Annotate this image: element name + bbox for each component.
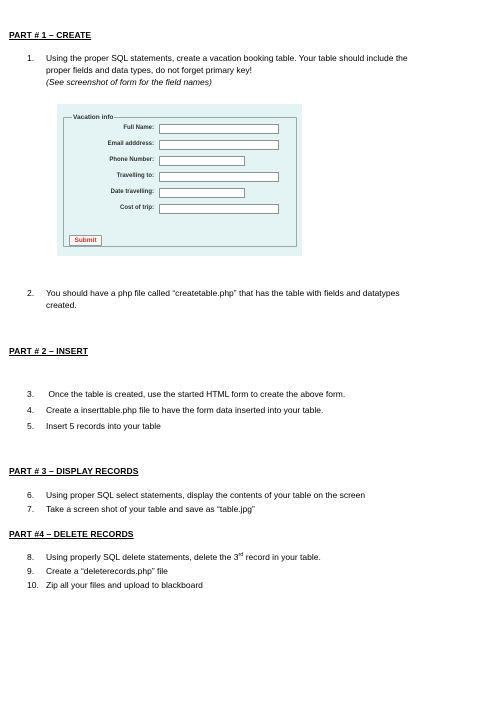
list-item xyxy=(27,504,497,516)
full-name-field[interactable] xyxy=(159,124,279,134)
vacation-info-fieldset xyxy=(63,114,297,247)
list-item xyxy=(27,389,497,401)
list-item xyxy=(27,580,497,592)
list-number: 4. xyxy=(27,405,35,415)
form-row-phone xyxy=(64,156,296,168)
list-text: Take a screen shot of your table and save as “table.jpg” xyxy=(46,504,255,514)
list-item xyxy=(27,421,497,433)
list-number: 1. xyxy=(27,53,35,63)
form-row-date xyxy=(64,188,296,200)
travelling-to-label: Travelling to: xyxy=(116,173,154,179)
list-item xyxy=(27,405,497,417)
list-number: 3. xyxy=(27,389,35,399)
list-text: Insert 5 records into your table xyxy=(46,421,161,431)
list-number: 9. xyxy=(27,566,35,576)
item1-line1: Using the proper SQL statements, create a vacation booking table. Your table should include the xyxy=(46,53,408,63)
phone-label: Phone Number: xyxy=(109,157,154,163)
part3-heading: PART # 3 – DISPLAY RECORDS xyxy=(9,466,139,476)
email-label: Email adddress: xyxy=(107,141,154,147)
part2-heading: PART # 2 – INSERT xyxy=(9,346,89,356)
date-travelling-label: Date travelling: xyxy=(110,189,154,195)
list-text: Create a inserttable.php file to have the form data inserted into your table. xyxy=(46,405,324,415)
form-screenshot xyxy=(57,104,302,256)
list-number: 2. xyxy=(27,288,35,298)
phone-field[interactable] xyxy=(159,156,245,166)
email-field[interactable] xyxy=(159,140,279,150)
full-name-label: Full Name: xyxy=(123,125,154,131)
form-row-cost xyxy=(64,204,296,216)
list-item xyxy=(27,552,497,564)
form-row-full-name xyxy=(64,124,296,136)
list-number: 8. xyxy=(27,552,35,562)
form-row-travelling-to xyxy=(64,172,296,184)
list-number: 10. xyxy=(27,580,39,590)
date-travelling-field[interactable] xyxy=(159,188,245,198)
list-item-2 xyxy=(27,288,497,312)
list-number: 6. xyxy=(27,490,35,500)
item8-text-after: record in your table. xyxy=(243,552,321,562)
list-item xyxy=(27,566,497,578)
item1-line3: (See screenshot of form for the field names) xyxy=(46,77,212,87)
list-text: Once the table is created, use the started HTML form to create the above form. xyxy=(46,389,346,399)
cost-field[interactable] xyxy=(159,204,279,214)
cost-label: Cost of trip: xyxy=(120,205,154,211)
list-item-1 xyxy=(27,53,497,89)
form-row-email xyxy=(64,140,296,152)
item2-line1: You should have a php file called “createtable.php” that has the table with fields and datatypes xyxy=(46,288,400,298)
fieldset-legend: Vacation info xyxy=(73,114,114,121)
list-number: 5. xyxy=(27,421,35,431)
list-item xyxy=(27,490,497,502)
list-text xyxy=(46,552,321,564)
item8-text-before: Using properly SQL delete statements, delete the 3 xyxy=(46,552,239,562)
travelling-to-field[interactable] xyxy=(159,172,279,182)
list-text: Create a “deleterecords.php” file xyxy=(46,566,168,576)
submit-button[interactable]: Submit xyxy=(69,235,102,246)
item1-line2: proper fields and data types, do not forget primary key! xyxy=(46,65,253,75)
part4-heading: PART #4 – DELETE RECORDS xyxy=(9,529,134,539)
list-text: Zip all your files and upload to blackboard xyxy=(46,580,203,590)
item2-line2: created. xyxy=(46,300,77,310)
list-text: Using proper SQL select statements, display the contents of your table on the screen xyxy=(46,490,366,500)
part1-heading: PART # 1 – CREATE xyxy=(9,30,92,40)
ordinal-suffix: rd xyxy=(238,552,244,559)
list-number: 7. xyxy=(27,504,35,514)
